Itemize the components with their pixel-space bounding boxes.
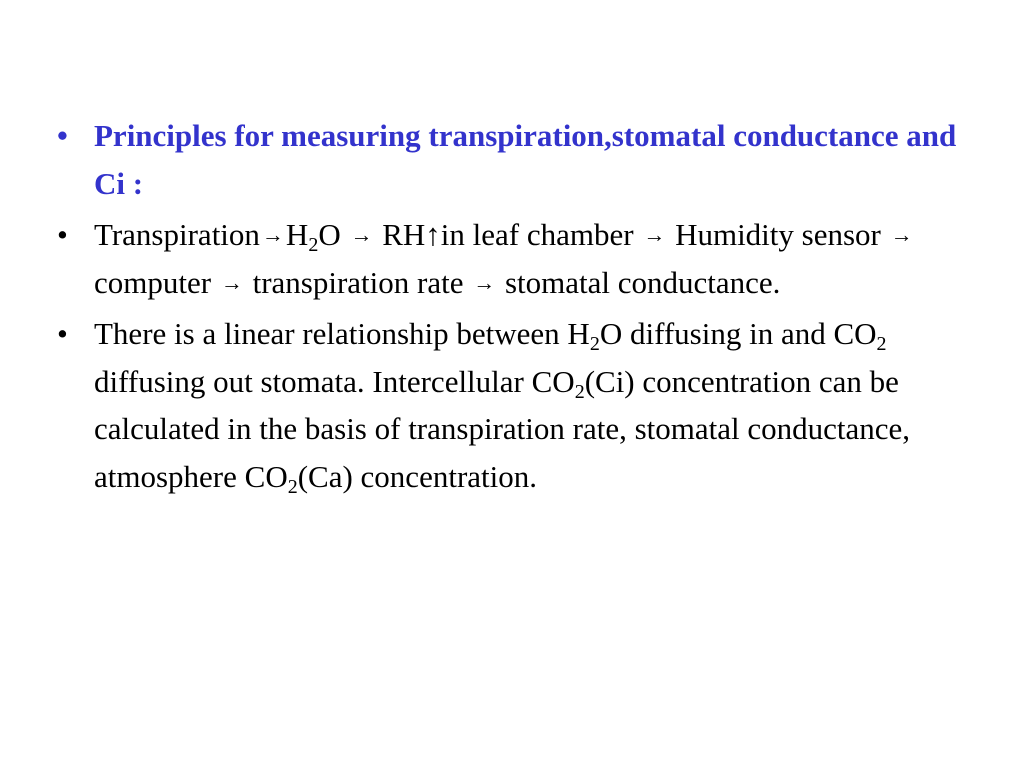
transpiration-chain-bullet — [57, 211, 957, 306]
right-arrow-icon: → — [890, 222, 913, 247]
subscript-2: 2 — [574, 380, 585, 403]
chain-humidity-sensor: Humidity sensor — [675, 217, 881, 252]
chain-transpiration-rate: transpiration rate — [252, 264, 464, 300]
bullet-dot: • — [57, 217, 68, 252]
right-arrow-icon: → — [643, 222, 666, 247]
relationship-text-4: (Ci) concentration can be calculated in the basis of transpiration rate, stomatal conductance, atmosphere CO — [94, 363, 911, 494]
heading-text: Principles for measuring transpiration,stomatal conductance and Ci : — [94, 118, 957, 201]
chain-stomatal-conductance: stomatal conductance. — [504, 264, 781, 300]
relationship-text-3: diffusing out stomata. Intercellular CO — [94, 363, 575, 399]
subscript-2: 2 — [287, 475, 298, 498]
bullet-list — [57, 112, 957, 504]
bullet-dot: • — [57, 316, 68, 351]
right-arrow-icon: → — [220, 269, 243, 295]
subscript-2: 2 — [308, 234, 319, 256]
relationship-text-1: There is a linear relationship between H — [94, 316, 590, 351]
linear-relationship-bullet — [57, 310, 957, 500]
subscript-2: 2 — [876, 333, 887, 355]
chain-h2o-h: H — [285, 217, 309, 252]
relationship-text-2: O diffusing in and CO — [599, 316, 877, 351]
chain-rh: RH↑in leaf chamber — [382, 217, 634, 252]
chain-transpiration: Transpiration — [94, 217, 260, 252]
chain-h2o-o: O — [318, 217, 341, 252]
relationship-text-5: (Ca) concentration. — [297, 458, 537, 494]
right-arrow-icon: → — [350, 222, 373, 247]
right-arrow-icon: → — [473, 269, 496, 295]
bullet-dot: • — [57, 118, 68, 153]
heading-bullet — [57, 112, 957, 207]
right-arrow-icon: → — [261, 222, 284, 247]
subscript-2: 2 — [589, 333, 600, 355]
chain-computer: computer — [94, 264, 212, 300]
